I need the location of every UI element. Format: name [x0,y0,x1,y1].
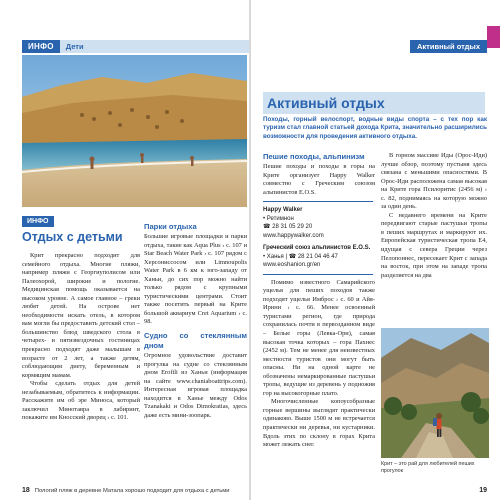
divider [263,201,373,202]
edge-tab [487,26,500,48]
contact-line: ☎ 28 31 05 29 20 [263,224,313,231]
paragraph: Огромное удовольствие доставит прогулка на судне со стеклянным дном Erofili из Ханьи (информация на сайте www.chaniaboattrips.com). Интересная игровая площадка находится в Ханье между Odos Tzanakaki и Odos Dimokratias, здесь даже есть мини-зоопарк. [144,352,247,419]
contact-name: Греческий союз альпинистов E.O.S. [263,245,371,252]
beach-photo [22,55,247,207]
section-title: Парки отдыха [144,222,197,231]
section-tag: Активный отдых [410,40,487,53]
paragraph: Пешие походы и походы в горы на Крите организует Happy Walker совместно с Греческим союзом альпинистов E.O.S. [263,163,375,196]
contact-line: • Ханья | ☎ 28 21 04 46 47 [263,253,338,260]
chapter-title: Активный отдых [267,95,385,111]
contact-line: • Ретимнон [263,215,294,222]
left-column-2 [144,222,247,420]
paragraph: В горном массиве Иды (Орос-Иди) лучше обзор, поэтому пустыня здесь связана с меньшими опасностями. В Орос-Иди расположена самая высокая на Крите гора Псилоритис (2456 м) › с. 82, поднимаясь на которую можно за один день. [381,152,487,211]
paragraph: Помимо известного Самарийского ущелья для пеших походов также подходят ущелья Имброс › с. 60 и Айя-Ирини › с. 66. Менее освоенный туристами регион, где природа сохранилась почти в первозданном виде – Белые горы (Левка-Ори), самая высокая точка которых – гора Пахнес (2452 м). Тем не менее для неизвестных местности туристов они могут быть опасны. Ни на одной карте не обозначены немаркированные пастушьи тропы, ведущие из деревень у подножия гор на высокогорные плато. [263,278,375,397]
paragraph: Чтобы сделать отдых для детей незабываемым, обратитесь к информации. Расскажите им об эре Миноса, который заключил Минотавра в лабиринт, покажите им Кносский дворец › с. 101. [22,380,140,422]
left-footer [22,487,230,494]
lead-paragraph: Походы, горный велоспорт, водные виды спорта – с тех пор как туризм стал главной статьей дохода Крита, значительно расширились возможности для проведения активного отдыха. [263,116,487,140]
website-link[interactable]: www.eoshanion.gr/en [263,262,321,269]
paragraph: Большие игровые площадки и парки отдыха, такие как Aqua Plus › с. 107 и Star Beach Water Park › с. 107 рядом с Херсониссосом или Limnoupolis Water Park в 6 км к юго-западу от Ханьи, до сих пор можно найти только рядом с крупными туристическими центрами. Стоит также посетить первый на Крите большой аквариум Cret Aquarium › с. 98. [144,233,247,326]
left-header [22,40,249,53]
chapter-title-bar [263,92,485,114]
contact-block [263,206,375,240]
right-page [251,0,500,500]
paragraph: С недавнего времени на Крите передвигают старые пастушьи тропы в пеших маршрутах и маркируют их. Европейская туристическая тропа Е4, идущая с севера Греции через Пелопоннес, пересекает Крит с запада на восток, при этом на западе тропа разделяется на два [381,211,487,279]
divider [263,274,373,275]
paragraph: Многочисленные копоусобразные горные вершины выглядят практически одинаково. Выше 1500 м не встречается практически ни деревья, ни кустарники. Вдоль этих по склону в горах Крита может лежать снег. [263,398,375,449]
info-tag: ИНФО [22,40,60,53]
right-column-2 [381,152,487,280]
hiking-photo [381,328,489,458]
category-tag: Дети [60,40,249,53]
contact-name: Happy Walker [263,207,303,214]
website-link[interactable]: www.happywalker.com [263,232,324,239]
page-number: 19 [479,487,487,494]
info-box-title: Отдых с детьми [22,230,123,244]
page-number: 18 [22,487,30,494]
info-box-label: ИНФО [22,216,54,227]
left-column-1 [22,252,140,423]
photo-caption: Пологий пляж в деревне Матала хорошо подходит для отдыха с детьми [34,488,230,494]
right-column-1 [263,152,375,450]
left-page [0,0,249,500]
photo-caption: Крит – это рай для любителей пеших прогулок [381,461,475,474]
paragraph: Крит прекрасно подходит для семейного отдыха. Многие пляжи, например пляжи с Георгиуполисом или Палеохорой, широкие и пологие. Медицинская помощь оказывается на высоком уровне. А самое главное – греки любят детей. На острове нет необходимости искать отель, в котором вам могли бы предоставить детский стол – большинство блюд шведского стола в четырех- и пятизвездочных гостиницах прекрасно подходят даже малышам в возрасте от 2 лет, а также детям, соблюдающим диету, беременным и кормящим мамам. [22,252,140,379]
contact-block [263,244,375,270]
info-box [22,210,147,244]
section-title: Судно со стеклянным дном [144,331,247,351]
section-title: Пешие походы, альпинизм [263,152,365,161]
